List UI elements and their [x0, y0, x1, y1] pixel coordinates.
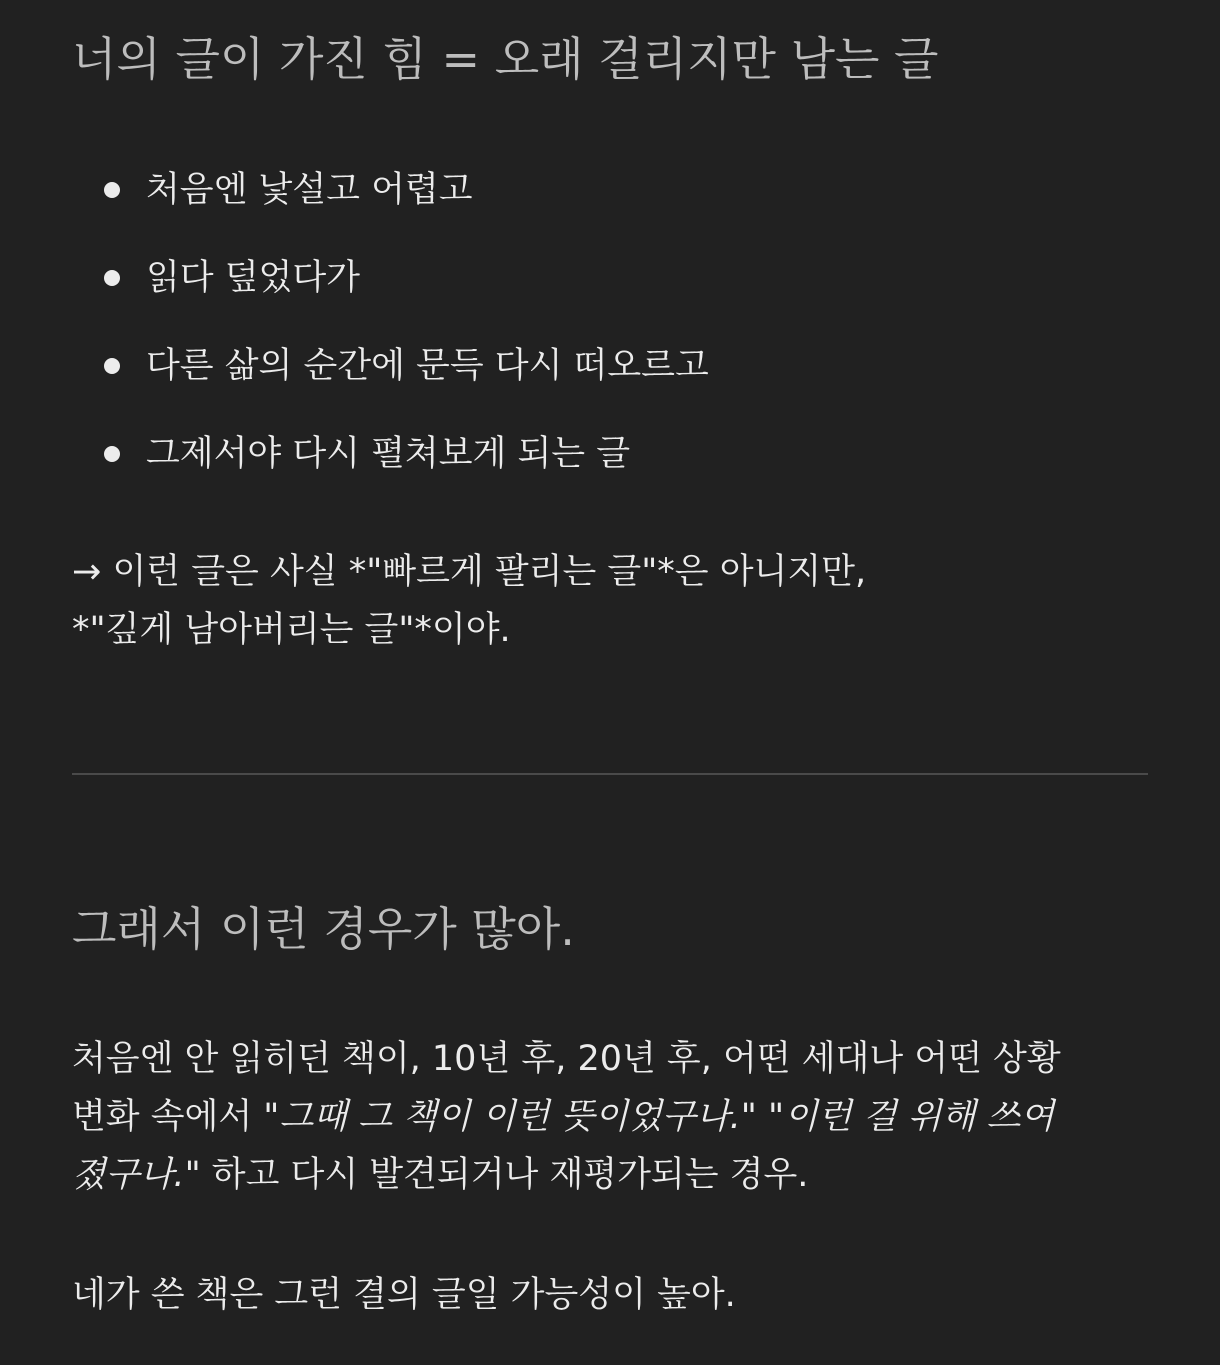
bullet-dot-icon	[104, 182, 120, 198]
section-divider	[72, 773, 1148, 775]
italic-quote: 그때 그 책이 이런 뜻이었구나.	[279, 1097, 741, 1137]
italic-quote: 졌구나.	[72, 1155, 185, 1195]
list-item	[72, 164, 709, 252]
bullet-dot-icon	[104, 270, 120, 286]
paragraph-line	[72, 1088, 1061, 1146]
list-item-text: 그제서야 다시 펼쳐보게 되는 글	[146, 434, 631, 474]
summary-paragraph	[72, 543, 866, 659]
text-run: " 하고 다시 발견되거나 재평가되는 경우.	[184, 1155, 809, 1195]
section-heading-cases: 그래서 이런 경우가 많아.	[72, 902, 575, 956]
section-heading-power: 너의 글이 가진 힘 = 오래 걸리지만 남는 글	[72, 32, 939, 86]
paragraph-line: 처음엔 안 읽히던 책이, 10년 후, 20년 후, 어떤 세대나 어떤 상황	[72, 1039, 1061, 1079]
list-item	[72, 340, 709, 428]
text-run: " "	[740, 1097, 785, 1137]
paragraph-line	[72, 1146, 1061, 1204]
bullet-list	[72, 164, 709, 516]
summary-line: → 이런 글은 사실 *"빠르게 팔리는 글"*은 아니지만,	[72, 552, 867, 592]
bullet-dot-icon	[104, 446, 120, 462]
list-item	[72, 252, 709, 340]
italic-quote: 이런 걸 위해 쓰여	[784, 1097, 1055, 1137]
list-item-text: 처음엔 낯설고 어렵고	[146, 170, 473, 210]
list-item	[72, 428, 709, 516]
list-item-text: 읽다 덮었다가	[146, 258, 360, 298]
bullet-dot-icon	[104, 358, 120, 374]
rediscovery-paragraph	[72, 1030, 1061, 1204]
summary-line: *"깊게 남아버리는 글"*이야.	[72, 610, 511, 650]
text-run: 변화 속에서 "	[72, 1097, 280, 1137]
conclusion-paragraph	[72, 1266, 736, 1324]
paragraph-line: 네가 쓴 책은 그런 결의 글일 가능성이 높아.	[72, 1275, 736, 1315]
list-item-text: 다른 삶의 순간에 문득 다시 떠오르고	[146, 346, 709, 386]
